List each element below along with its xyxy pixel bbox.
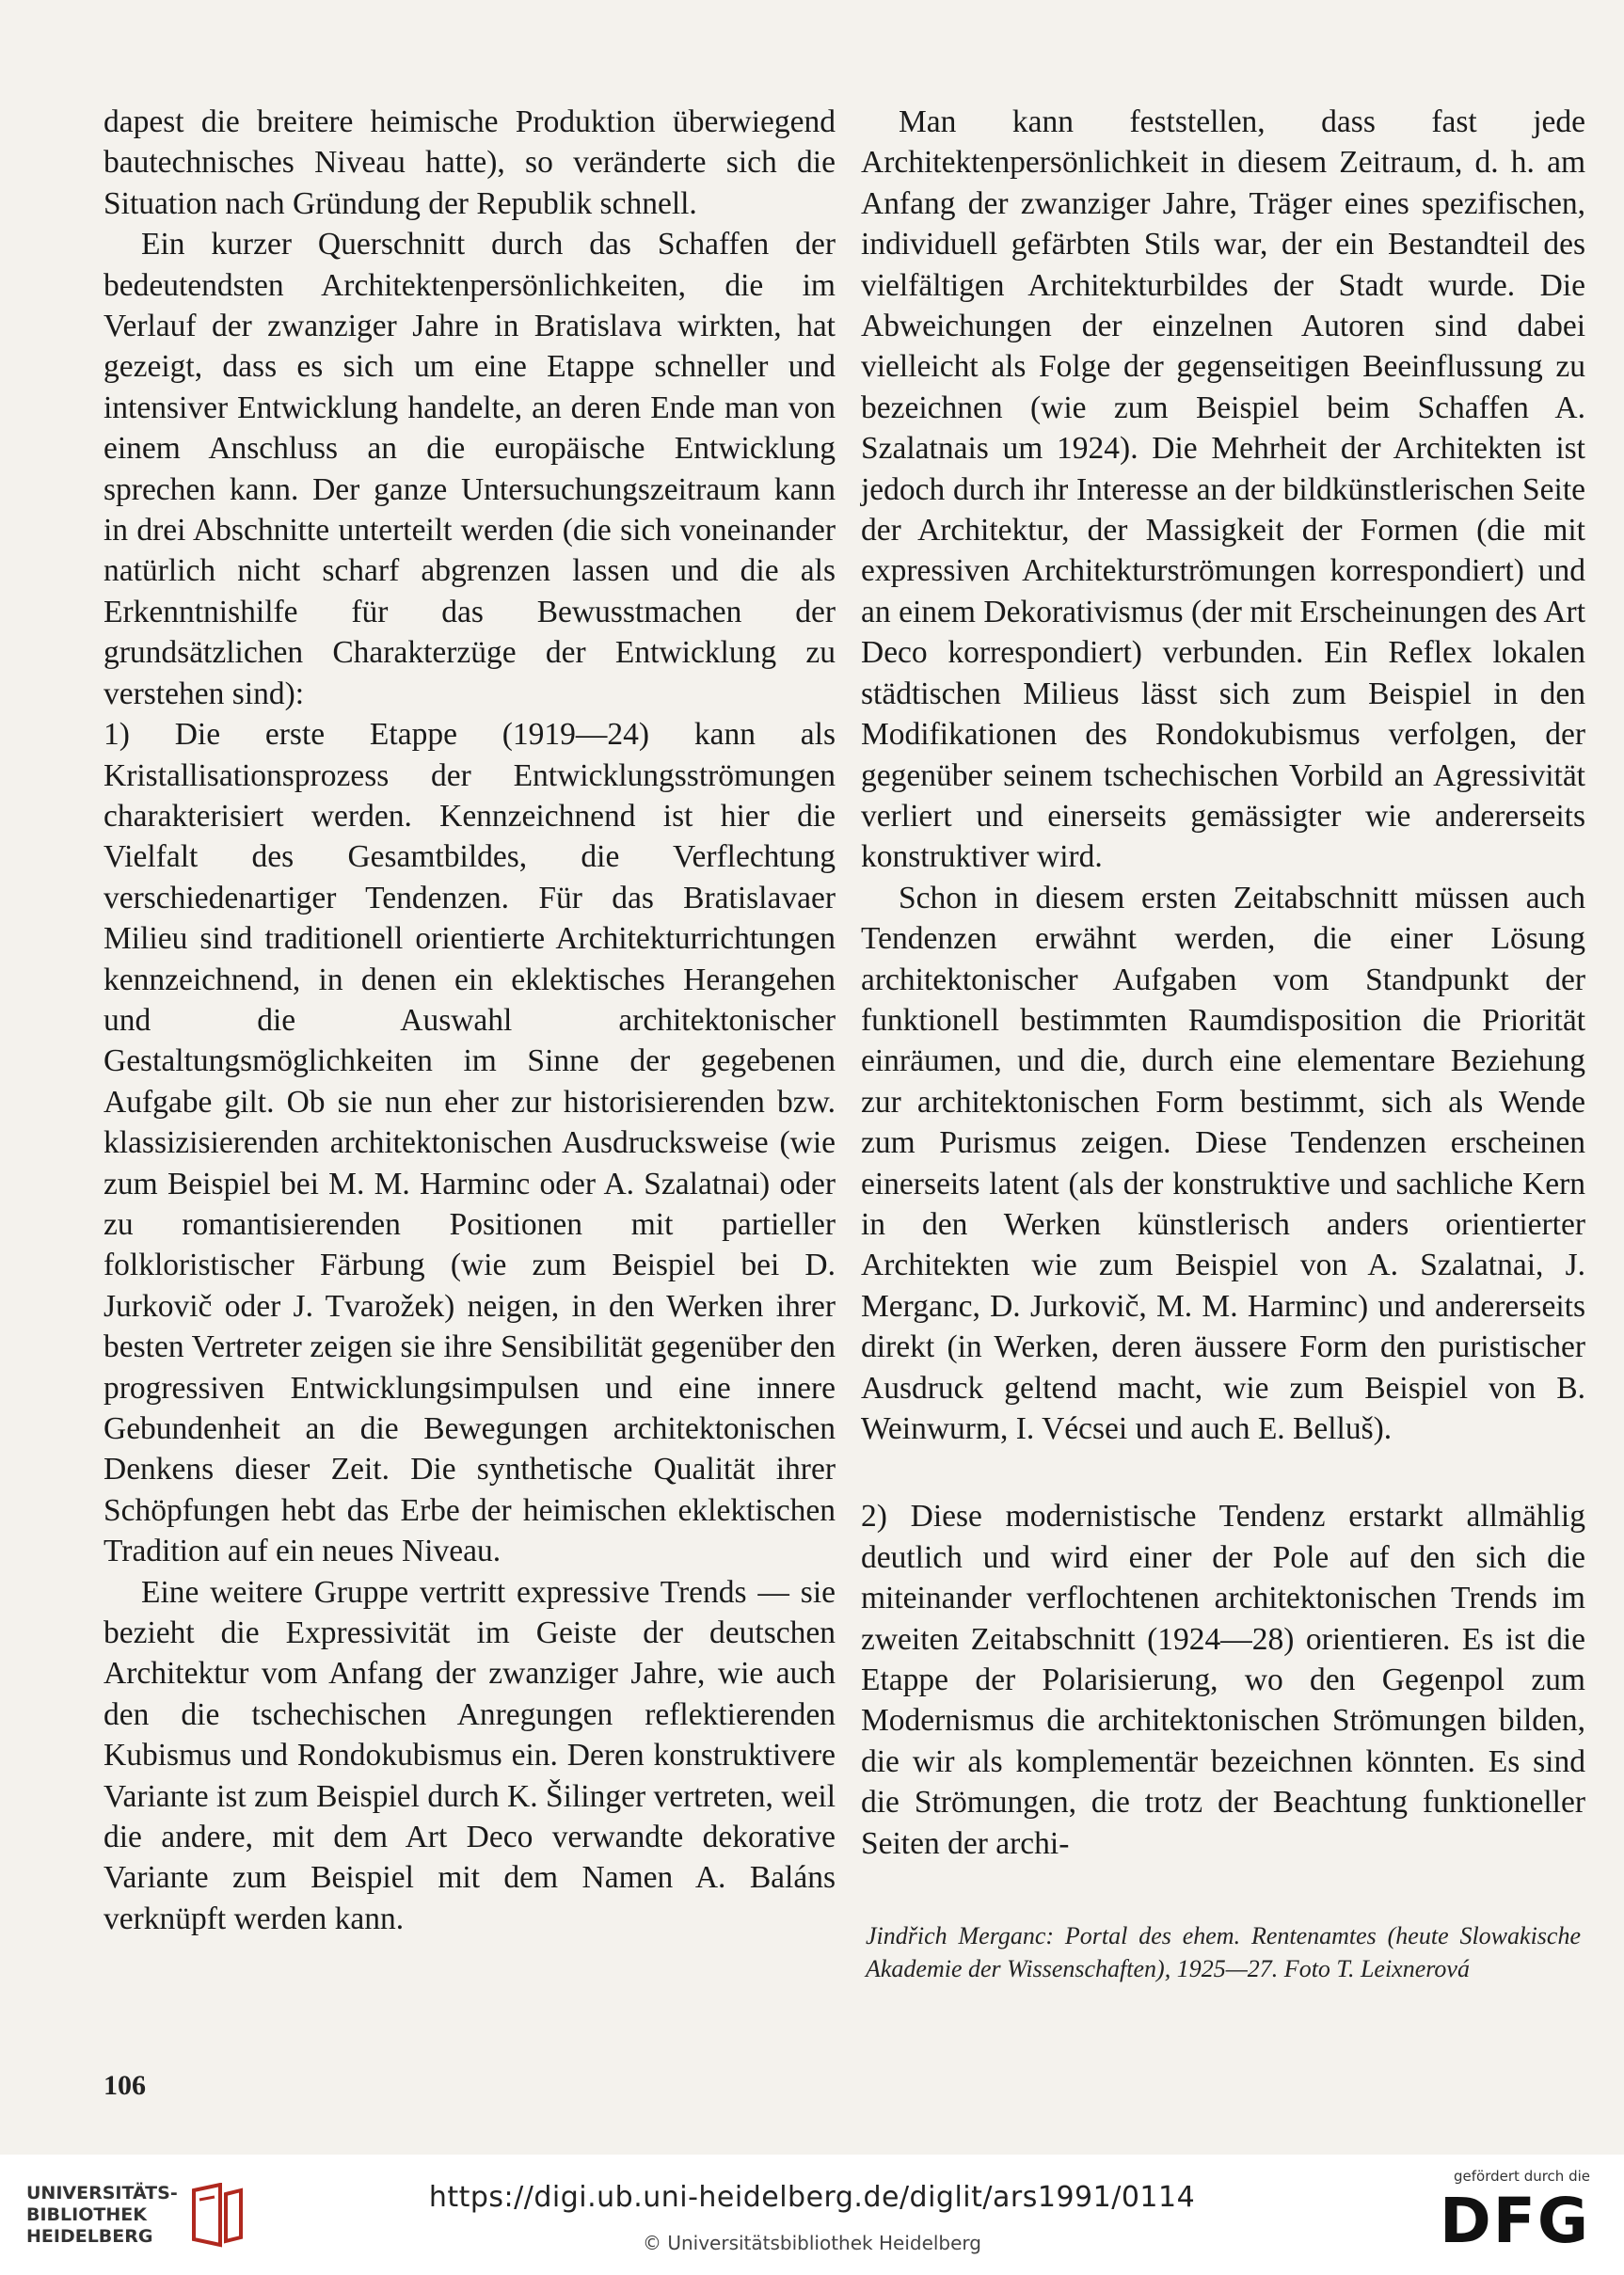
dfg-logo xyxy=(1430,2168,1590,2262)
paragraph: Man kann feststellen, dass fast jede Architektenpersönlichkeit in diesem Zeitraum, d. h. am Anfang der zwanziger Jahre, Träger eines spezifischen, individuell gefärbten Stils war, der ein Bestandteil des vielfältigen Architekturbildes der Stadt wurde. Die Abweichungen der einzelnen Autoren sind dabei vielleicht als Folge der gegenseitigen Beeinflussung zu bezeichnen (wie zum Beispiel beim Schaffen A. Szalatnais um 1924). Die Mehrheit der Architekten ist jedoch durch ihr Interesse an der bildkünstlerischen Seite der Architektur, der Massigkeit der Formen (die mit expressiven Architekturströmungen korrespondiert) und an einem Dekorativismus (der mit Erscheinungen des Art Deco korrespondiert) verbunden. Ein Reflex lokalen städtischen Milieus lässt sich zum Beispiel in den Modifikationen des Rondokubismus verfolgen, der gegenüber seinem tschechischen Vorbild an Agressivität verliert und einerseits gemässigter wie andererseits konstruktiver wird. xyxy=(861,104,1585,875)
right-text-column xyxy=(861,102,1585,1864)
digitization-footer xyxy=(0,2155,1624,2275)
page-number: 106 xyxy=(103,2070,146,2101)
left-text-column xyxy=(103,102,836,1939)
paragraph: Schon in diesem ersten Zeitabschnitt müssen auch Tendenzen erwähnt werden, die einer Lösung architektonischer Aufgaben vom Standpunkt der funktionell bestimmten Raumdisposition die Priorität einräumen, und die, durch eine elementare Beziehung zur architektonischen Form bestimmt, sich als Wende zum Purismus zeigen. Diese Tendenzen erscheinen einerseits latent (als der konstruktive und sachliche Kern in den Werken künstlerisch anders orientierter Architekten wie zum Beispiel von A. Szalatnai, J. Merganc, D. Jurkovič, M. M. Harminc) und andererseits direkt (in Werken, deren äussere Form den puristischer Ausdruck geltend macht, wie zum Beispiel von B. Weinwurm, I. Vécsei und auch E. Belluš). xyxy=(861,880,1585,1446)
paragraph: Ein kurzer Querschnitt durch das Schaffen der bedeutendsten Architektenpersönlichkeiten, die im Verlauf der zwanziger Jahre in Bratislava wirkten, hat gezeigt, dass es sich um eine Etappe schneller und intensiver Entwicklung handelte, an deren Ende man von einem Anschluss an die europäische Entwicklung sprechen kann. Der ganze Untersuchungszeitraum kann in drei Abschnitte unterteilt werden (die sich voneinander natürlich nicht scharf abgrenzen lassen und die als Erkenntnishilfe für das Bewusstmachen der grundsätzlichen Charakterzüge der Entwicklung zu verstehen sind): xyxy=(103,227,836,711)
dfg-logo-text: DFG xyxy=(1439,2185,1590,2257)
paragraph: dapest die breitere heimische Produktion überwiegend bautechnisches Niveau hatte), so veränderte sich die Situation nach Gründung der Republik schnell. xyxy=(103,104,836,221)
paragraph: Eine weitere Gruppe vertritt expressive Trends — sie bezieht die Expressivität im Geiste der deutschen Architektur vom Anfang der zwanziger Jahre, wie auch den die tschechischen Anregungen reflektierenden Kubismus und Rondokubismus ein. Deren konstruktivere Variante ist zum Beispiel durch K. Šilinger vertreten, weil die andere, mit dem Art Deco verwandte dekorative Variante zum Beispiel mit dem Namen A. Baláns verknüpft werden kann. xyxy=(103,1574,836,1936)
paragraph: 1) Die erste Etappe (1919—24) kann als Kristallisationsprozess der Entwicklungsströmungen charakterisiert werden. Kennzeichnend ist hier die Vielfalt des Gesamtbildes, die Verflechtung verschiedenartiger Tendenzen. Für das Bratislavaer Milieu sind traditionell orientierte Architekturrichtungen kennzeichnend, in denen ein eklektisches Herangehen und die Auswahl architektonischer Gestaltungsmöglichkeiten im Sinne der gegebenen Aufgabe gilt. Ob sie nun eher zur historisierenden bzw. klassizisierenden architektonischen Ausdrucksweise (wie zum Beispiel bei M. M. Harminc oder A. Szalatnai) oder zu romantisierenden Positionen mit partieller folkloristischer Färbung (wie zum Beispiel bei D. Jurkovič oder J. Tvarožek) neigen, in den Werken ihrer besten Vertreter zeigen sie ihre Sensibilität gegenüber den progressiven Entwicklungsimpulsen und eine innere Gebundenheit an die Bewegungen architektonischen Denkens dieser Zeit. Die synthetische Qualität ihrer Schöpfungen hebt das Erbe der heimischen eklektischen Tradition auf ein neues Niveau. xyxy=(103,717,836,1569)
source-url-link[interactable]: https://digi.ub.uni-heidelberg.de/diglit/ars1991/0114 xyxy=(428,2181,1196,2214)
dfg-caption: gefördert durch die xyxy=(1454,2168,1590,2185)
figure-caption: Jindřich Merganc: Portal des ehem. Rentenamtes (heute Slowakische Akademie der Wissenschaften), 1925—27. Foto T. Leixnerová xyxy=(866,1922,1581,1982)
library-name: UNIVERSITÄTS- BIBLIOTHEK HEIDELBERG xyxy=(26,2183,178,2247)
paragraph: 2) Diese modernistische Tendenz erstarkt allmählig deutlich und wird einer der Pole auf den sich die miteinander verflochtenen architektonischen Trends im zweiten Zeitabschnitt (1924—28) orientieren. Es ist die Etappe der Polarisierung, wo den Gegenpol zum Modernismus die architektonischen Strömungen bilden, die wir als komplementär bezeichnen könnten. Es sind die Strömungen, die trotz der Beachtung funktioneller Seiten der archi- xyxy=(861,1499,1585,1861)
copyright-notice: © Universitätsbibliothek Heidelberg xyxy=(642,2232,981,2254)
